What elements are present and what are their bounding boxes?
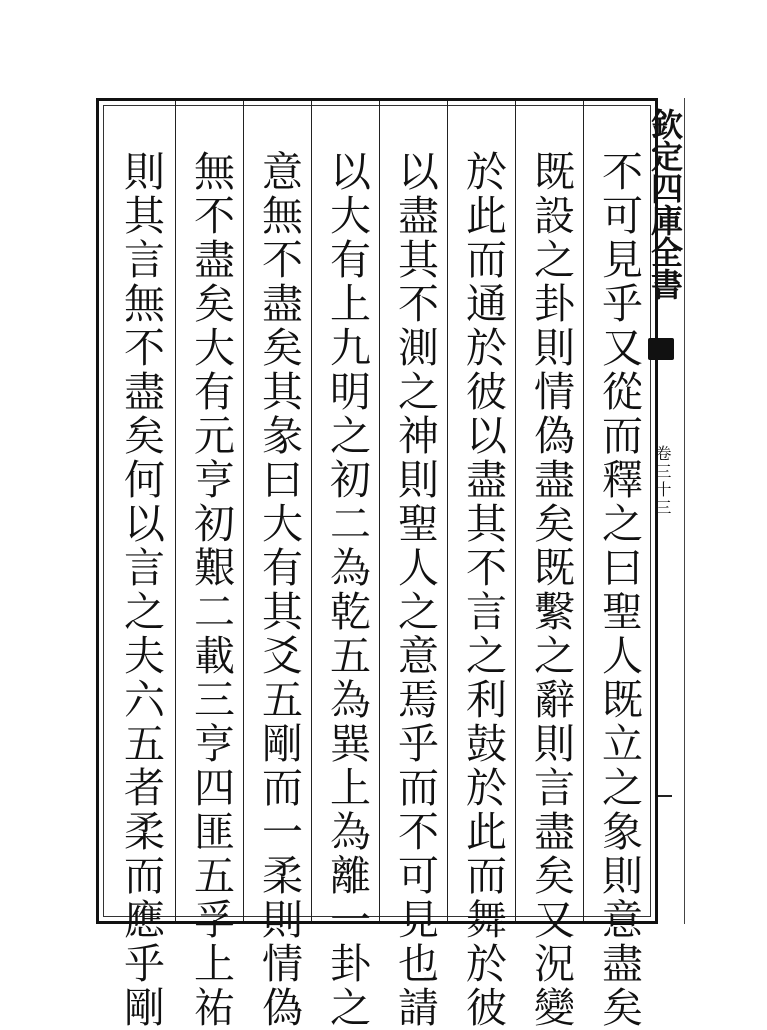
- text-column-4: 以盡其不測之神則聖人之意焉乎而不可見也請: [391, 150, 439, 1030]
- text-column-5: 以大有上九明之初二為乾五為巽上為離一卦之: [323, 150, 371, 1030]
- page-right-rule: [684, 98, 685, 924]
- margin-tick: [658, 795, 672, 797]
- margin-book-title: 欽定四庫全書: [646, 108, 684, 300]
- text-column-7: 無不盡矣大有元亨初艱二載三亨四匪五孚上祐: [187, 150, 235, 1030]
- text-column-3: 於此而通於彼以盡其不言之利鼓於此而舞於彼: [459, 150, 507, 1030]
- text-column-2: 既設之卦則情偽盡矣既繫之辭則言盡矣又況變: [527, 150, 575, 1030]
- margin-volume-label: 卷三十三: [653, 445, 672, 517]
- fish-tail-mark-icon: [648, 338, 674, 360]
- text-column-8: 則其言無不盡矣何以言之夫六五者柔而應乎剛: [117, 150, 165, 1030]
- text-column-1: 不可見乎又從而釋之曰聖人既立之象則意盡矣: [595, 150, 643, 1030]
- column-rule: [175, 101, 176, 921]
- text-column-6: 意無不盡矣其彖曰大有其爻五剛而一柔則情偽: [255, 150, 303, 1030]
